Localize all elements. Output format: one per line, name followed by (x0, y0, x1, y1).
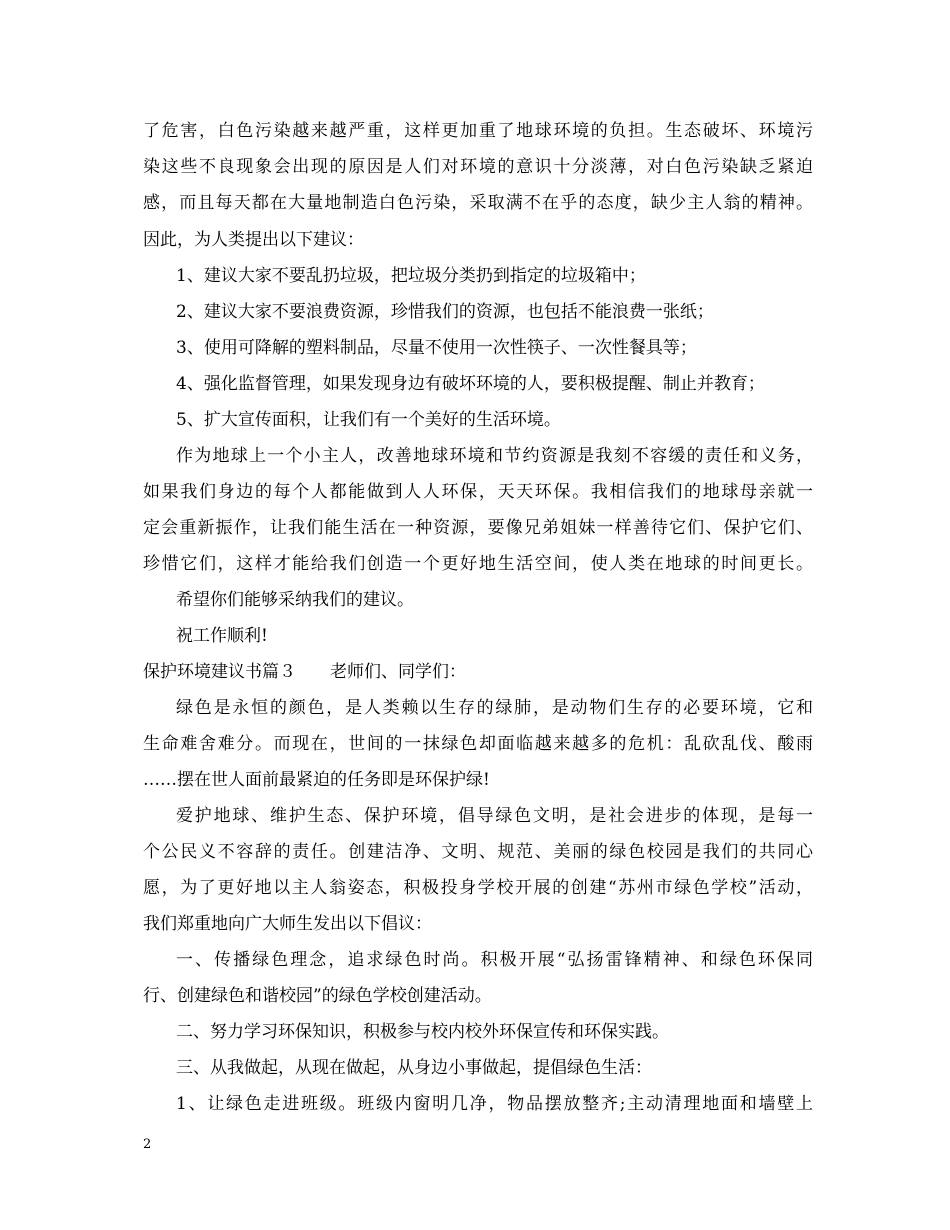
body-text-line: ……摆在世人面前最紧迫的任务即是环保护绿! (143, 770, 490, 790)
body-text-line: 感，而且每天都在大量地制造白色污染，采取满不在乎的态度，缺少主人翁的精神。 (143, 193, 813, 213)
list-item: 4、强化监督管理，如果发现身边有破坏环境的人，要积极提醒、制止并教育； (176, 374, 765, 394)
body-text-line: 个公民义不容辞的责任。创建洁净、文明、规范、美丽的绿色校园是我们的共同心 (143, 842, 813, 862)
body-text-line: 二、努力学习环保知识，积极参与校内校外环保宣传和环保实践。 (176, 1022, 669, 1042)
list-item: 1、建议大家不要乱扔垃圾，把垃圾分类扔到指定的垃圾箱中； (176, 266, 646, 286)
body-text-line: 作为地球上一个小主人，改善地球环境和节约资源是我刻不容缓的责任和义务， (176, 446, 813, 466)
body-text-line: 了危害，白色污染越来越严重，这样更加重了地球环境的负担。生态破坏、环境污 (143, 121, 813, 141)
list-item: 2、建议大家不要浪费资源，珍惜我们的资源，也包括不能浪费一张纸； (176, 302, 714, 322)
body-text-line: 绿色是永恒的颜色，是人类赖以生存的绿肺，是动物们生存的必要环境，它和 (176, 698, 813, 718)
body-text-line: 1、让绿色走进班级。班级内窗明几净，物品摆放整齐;主动清理地面和墙壁上 (176, 1094, 813, 1114)
body-text-line: 行、创建绿色和谐校园”的绿色学校创建活动。 (143, 986, 492, 1006)
body-text-line: 因此，为人类提出以下建议： (143, 230, 364, 250)
page-number: 2 (143, 1137, 152, 1152)
list-item: 5、扩大宣传面积，让我们有一个美好的生活环境。 (176, 410, 561, 430)
body-text-line: 一、传播绿色理念，追求绿色时尚。积极开展“弘扬雷锋精神、和绿色环保同 (176, 950, 813, 970)
body-text-line: 希望你们能够采纳我们的建议。 (176, 590, 414, 610)
list-item: 3、使用可降解的塑料制品，尽量不使用一次性筷子、一次性餐具等； (176, 338, 697, 358)
body-text-line: 三、从我做起，从现在做起，从身边小事做起，提倡绿色生活： (176, 1058, 652, 1078)
body-text-line: 祝工作顺利! (176, 626, 268, 646)
body-text-line: 染这些不良现象会出现的原因是人们对环境的意识十分淡薄，对白色污染缺乏紧迫 (143, 157, 813, 177)
body-text-line: 愿，为了更好地以主人翁姿态，积极投身学校开展的创建“苏州市绿色学校”活动， (143, 878, 813, 898)
body-text-line: 珍惜它们，这样才能给我们创造一个更好地生活空间，使人类在地球的时间更长。 (143, 554, 813, 574)
body-text-line: 生命难舍难分。而现在，世间的一抹绿色却面临越来越多的危机：乱砍乱伐、酸雨 (143, 734, 813, 754)
section-heading: 保护环境建议书篇３ 老师们、同学们： (143, 662, 466, 682)
body-text-line: 爱护地球、维护生态、保护环境，倡导绿色文明，是社会进步的体现，是每一 (176, 806, 813, 826)
body-text-line: 如果我们身边的每个人都能做到人人环保，天天环保。我相信我们的地球母亲就一 (143, 482, 813, 502)
body-text-line: 我们郑重地向广大师生发出以下倡议： (143, 914, 432, 934)
body-text-line: 定会重新振作，让我们能生活在一种资源，要像兄弟姐妹一样善待它们、保护它们、 (143, 518, 813, 538)
